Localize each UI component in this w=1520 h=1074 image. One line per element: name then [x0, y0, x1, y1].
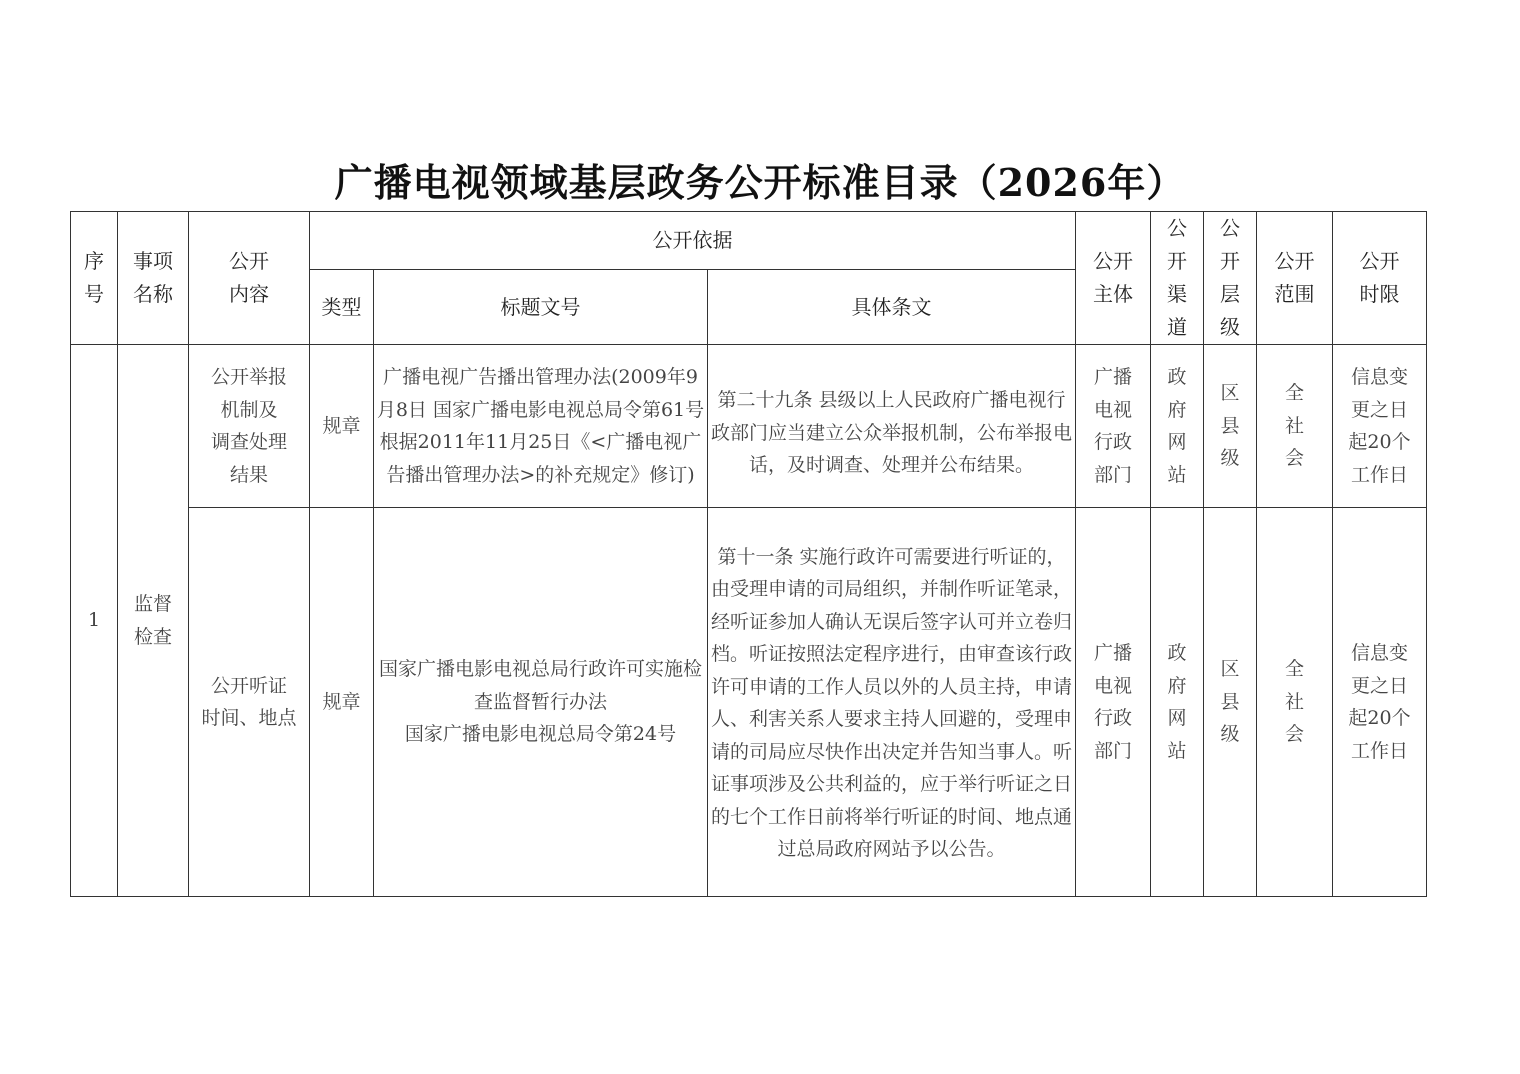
text-line: 范围 — [1274, 282, 1315, 306]
text-line: 社 — [1284, 690, 1304, 713]
cell-channel — [1151, 345, 1204, 508]
text-line: 公 — [1220, 216, 1240, 240]
text-line: 主体 — [1093, 282, 1133, 306]
text-line: 公开 — [1359, 249, 1400, 273]
text-line: 府 — [1167, 674, 1187, 697]
text-line: 县 — [1220, 690, 1240, 713]
text-line: 信息变 — [1350, 366, 1408, 388]
header-scope — [1257, 212, 1333, 345]
text-line: 行政 — [1093, 431, 1132, 453]
cell-level — [1204, 345, 1257, 508]
text-line: 类型 — [321, 294, 362, 319]
text-line: 网 — [1167, 431, 1187, 453]
text-line: 公开 — [1093, 249, 1133, 273]
text-line: 社 — [1284, 414, 1304, 437]
text-line: 1 — [87, 609, 101, 632]
text-line: 公 — [1167, 216, 1187, 240]
text-line: 时限 — [1359, 282, 1400, 306]
header-seq — [71, 212, 118, 345]
text-line: 广播 — [1093, 366, 1132, 388]
text-line: 信息变 — [1350, 642, 1408, 664]
cell-type — [310, 345, 374, 508]
text-line: 事项 — [133, 249, 173, 273]
text-line: 内容 — [229, 282, 269, 306]
text-line: 具体条文 — [851, 294, 932, 319]
cell-clause — [708, 508, 1076, 897]
cell-subject — [1076, 345, 1151, 508]
text-line: 区 — [1220, 658, 1240, 681]
text-line: 国家广播电影电视总局行政许可实施检查监督暂行办法 — [378, 658, 702, 713]
text-line: 开 — [1220, 249, 1240, 273]
text-line: 结果 — [229, 463, 268, 486]
text-line: 级 — [1220, 315, 1240, 339]
disclosure-table — [70, 211, 1427, 897]
cell-item-name — [118, 345, 189, 897]
text-line: 规章 — [322, 414, 361, 437]
text-line: 全 — [1284, 382, 1304, 405]
text-line: 时间、地点 — [201, 707, 297, 729]
header-doc-number — [374, 270, 708, 345]
text-line: 区 — [1220, 382, 1240, 405]
text-line: 更之日 — [1350, 398, 1408, 421]
text-line: 调查处理 — [210, 431, 287, 453]
text-line: 级 — [1220, 447, 1240, 470]
text-line: 全 — [1284, 658, 1304, 681]
text-line: 更之日 — [1350, 674, 1408, 697]
text-line: 机制及 — [220, 398, 278, 421]
cell-clause — [708, 345, 1076, 508]
text-line: 第二十九条 县级以上人民政府广播电视行政部门应当建立公众举报机制，公布举报电话，及时调查、处理并公布结果。 — [710, 389, 1072, 477]
text-line: 电视 — [1093, 398, 1132, 421]
text-line: 规章 — [322, 690, 361, 713]
header-time-limit — [1333, 212, 1427, 345]
text-line: 网 — [1167, 707, 1187, 729]
text-line: 检查 — [133, 625, 172, 648]
text-line: 站 — [1167, 463, 1187, 486]
text-line: 部门 — [1093, 739, 1132, 762]
text-line: 层 — [1220, 282, 1240, 306]
text-line: 第十一条 实施行政许可需要进行听证的，由受理申请的司局组织，并制作听证笔录，经听证参加人确认无误后签字认可并立卷归档。听证按照法定程序进行，由审查该行政许可申请的工作人员以外的人员主持，申请人、利害关系人要求主持人回避的，受理申请的司局应尽快作出决定并告知当事人。听证事项涉及公共利益的，应于举行听证之日的七个工作日前将举行听证的时间、地点通过总局政府网站予以公告。 — [710, 545, 1072, 860]
header-clause — [708, 270, 1076, 345]
header-basis — [310, 212, 1076, 270]
text-line: 公开听证 — [210, 674, 287, 697]
text-line: 序 — [84, 249, 104, 273]
text-line: 会 — [1284, 723, 1304, 746]
text-line: 渠 — [1167, 282, 1187, 306]
cell-scope — [1257, 345, 1333, 508]
text-line: 国家广播电影电视总局令第24号 — [404, 723, 677, 746]
header-subject — [1076, 212, 1151, 345]
text-line: 公开举报 — [210, 366, 287, 388]
header-content — [189, 212, 310, 345]
text-line: 公开依据 — [652, 228, 733, 253]
cell-content — [189, 345, 310, 508]
text-line: 广播 — [1093, 642, 1132, 664]
text-line: 行政 — [1093, 707, 1132, 729]
text-line: 站 — [1167, 739, 1187, 762]
text-line: 起20个 — [1348, 431, 1411, 453]
cell-time-limit — [1333, 508, 1427, 897]
cell-content — [189, 508, 310, 897]
cell-seq — [71, 345, 118, 897]
text-line: 政 — [1167, 642, 1187, 664]
table-row — [71, 345, 1427, 508]
header-type — [310, 270, 374, 345]
text-line: 名称 — [133, 282, 173, 306]
cell-doc-number — [374, 345, 708, 508]
text-line: 广播电视广告播出管理办法(2009年9月8日 国家广播电影电视总局令第61号 根据2011年11月25日《<广播电视广告播出管理办法>的补充规定》修订) — [376, 366, 705, 486]
text-line: 标题文号 — [500, 294, 581, 319]
text-line: 府 — [1167, 398, 1187, 421]
text-line: 起20个 — [1348, 707, 1411, 729]
text-line: 开 — [1167, 249, 1187, 273]
text-line: 公开 — [1274, 249, 1315, 273]
text-line: 公开 — [229, 249, 269, 273]
page-title: 广播电视领域基层政务公开标准目录（2026年） — [334, 160, 1186, 205]
cell-time-limit — [1333, 345, 1427, 508]
text-line: 号 — [84, 282, 104, 306]
table-row — [71, 508, 1427, 897]
cell-subject — [1076, 508, 1151, 897]
text-line: 会 — [1284, 447, 1304, 470]
text-line: 电视 — [1093, 674, 1132, 697]
text-line: 政 — [1167, 366, 1187, 388]
text-line: 监督 — [133, 593, 172, 615]
text-line: 县 — [1220, 414, 1240, 437]
text-line: 部门 — [1093, 463, 1132, 486]
cell-scope — [1257, 508, 1333, 897]
text-line: 级 — [1220, 723, 1240, 746]
text-line: 道 — [1167, 315, 1187, 339]
header-channel — [1151, 212, 1204, 345]
text-line: 工作日 — [1350, 463, 1408, 486]
cell-type — [310, 508, 374, 897]
header-item-name — [118, 212, 189, 345]
text-line: 工作日 — [1350, 739, 1408, 762]
header-level — [1204, 212, 1257, 345]
cell-doc-number — [374, 508, 708, 897]
cell-channel — [1151, 508, 1204, 897]
cell-level — [1204, 508, 1257, 897]
